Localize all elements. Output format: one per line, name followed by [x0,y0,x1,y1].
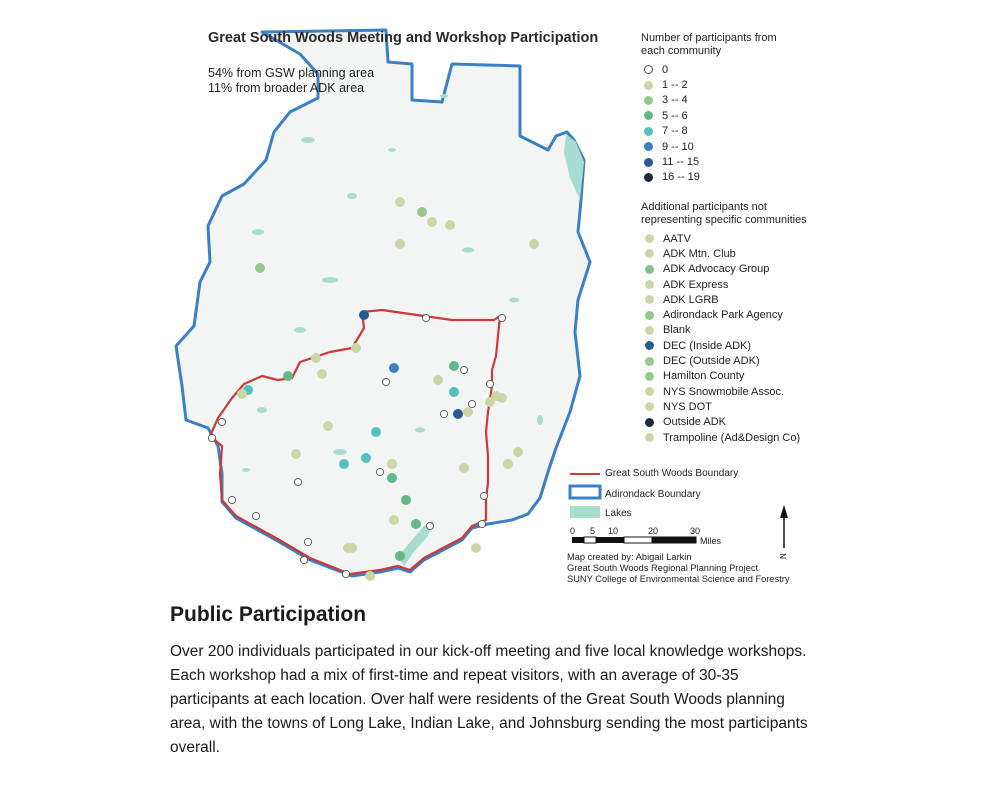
legend-class-label: 16 -- 19 [662,171,700,184]
circle-icon [645,234,654,243]
adk-boundary-swatch [570,486,600,498]
legend-org-aatv [641,231,841,246]
legend-class-label: 9 -- 10 [662,140,694,153]
community-point [294,478,301,485]
adirondack-boundary [176,30,590,576]
legend-org-label: Trampoline (Ad&Design Co) [663,431,801,444]
credit-institution: SUNY College of Environmental Science and Forestry [567,574,790,584]
scale-bar [572,537,696,543]
lake [257,407,267,413]
lake [440,94,448,98]
community-point [478,520,485,527]
community-point [347,543,357,553]
community-point [359,310,369,320]
legend-org-nys-dot [641,399,841,414]
legend-class-0 [641,62,841,77]
lake [347,193,357,199]
scale-tick-label: 30 [690,526,701,536]
participants-legend-title: Number of participants from each community [641,32,777,57]
community-point [401,495,411,505]
lake [294,327,306,333]
lakes-swatch [570,506,600,518]
legend-org-outside-adk [641,415,841,430]
circle-icon [644,81,653,90]
community-point [376,468,383,475]
legend-class-label: 1 -- 2 [662,79,688,92]
legend-org-trampoline [641,430,841,445]
circle-icon [645,249,654,258]
stat-broader-adk: 11% from broader ADK area [208,81,365,95]
circle-icon [645,387,654,396]
community-point [387,459,397,469]
legend-class-5-6 [641,108,841,123]
north-arrow [779,505,788,559]
circle-icon [645,372,654,381]
lake [333,449,347,455]
community-point [304,538,311,545]
legend-org-label: ADK Advocacy Group [663,263,770,276]
circle-icon [644,127,653,136]
community-point [311,353,321,363]
circle-icon [645,311,654,320]
community-point [485,397,495,407]
circle-icon [644,173,653,182]
community-point [255,263,265,273]
community-point [459,463,469,473]
circle-icon [644,96,653,105]
participants-legend-list [641,62,841,185]
community-point [252,512,259,519]
community-point [471,543,481,553]
community-point [486,380,493,387]
lake [509,298,519,303]
legend-class-11-15 [641,154,841,169]
community-point [449,361,459,371]
map-title: Great South Woods Meeting and Workshop Participation [208,30,599,46]
legend-org-label: AATV [663,232,691,245]
legend-class-label: 7 -- 8 [662,125,688,138]
legend-org-label: NYS DOT [663,400,712,413]
community-point [387,473,397,483]
lake [415,428,425,433]
legend-org-label: Adirondack Park Agency [663,309,783,322]
community-point [433,375,443,385]
map-credits [567,552,790,585]
legend-org-adk-mtn-club [641,246,841,261]
legend-org-label: NYS Snowmobile Assoc. [663,385,785,398]
lake [462,248,474,253]
circle-icon [644,158,653,167]
lake [242,468,250,472]
legend-org-label: ADK LGRB [663,293,719,306]
legend-org-snowmobile [641,384,841,399]
legend-org-label: ADK Express [663,278,729,291]
community-point [395,197,405,207]
legend-org-label: ADK Mtn. Club [663,247,736,260]
participants-legend [641,32,841,185]
community-point [395,239,405,249]
community-point [513,447,523,457]
legend-org-label: Blank [663,324,691,337]
community-point [497,393,507,403]
legend-class-16-19 [641,170,841,185]
legend-org-adk-lgrb [641,292,841,307]
community-point [389,515,399,525]
circle-icon [645,341,654,350]
community-point [498,314,505,321]
legend-class-label: 3 -- 4 [662,94,688,107]
community-point [453,409,463,419]
legend-class-9-10 [641,139,841,154]
legend-class-label: 5 -- 6 [662,109,688,122]
community-point [440,410,447,417]
lakes-label: Lakes [605,508,632,519]
community-point [449,387,459,397]
additional-legend-title: Additional participants not representing specific communities [641,201,807,226]
legend-org-blank [641,323,841,338]
legend-org-dec-outside [641,353,841,368]
scale-tick-label: 5 [590,526,596,536]
lake [252,229,264,235]
legend-org-apa [641,307,841,322]
additional-legend-list [641,231,841,445]
gsw-boundary-label: Great South Woods Boundary [605,468,739,479]
additional-legend [641,201,841,445]
scale-tick-label: 10 [608,526,619,536]
community-point [389,363,399,373]
community-point [503,459,513,469]
community-point [529,239,539,249]
lake [537,415,543,425]
section-title: Public Participation [170,603,367,626]
circle-icon [645,418,654,427]
community-point [480,492,487,499]
community-point [351,343,361,353]
legend-class-label: 0 [662,63,669,76]
community-point [361,453,371,463]
scale-tick-label: 0 [570,526,576,536]
community-point [371,427,381,437]
legend-org-hamilton [641,369,841,384]
scale-tick-label: 20 [648,526,659,536]
community-point [317,369,327,379]
community-point [468,400,475,407]
lake [388,148,396,152]
community-point [411,519,421,529]
legend-org-label: DEC (Outside ADK) [663,355,760,368]
lake [322,277,338,283]
community-point [460,366,467,373]
community-point [300,556,307,563]
community-point [382,378,389,385]
community-point [426,522,433,529]
community-point [218,418,225,425]
community-point [463,407,473,417]
adk-boundary-label: Adirondack Boundary [605,489,701,500]
community-point [342,570,349,577]
community-point [427,217,437,227]
legend-org-adk-advocacy [641,262,841,277]
credit-author: Map created by: Abigail Larkin [567,552,692,562]
circle-icon [645,433,654,442]
legend-org-adk-express [641,277,841,292]
community-point [323,421,333,431]
community-point [283,371,293,381]
north-label: N [779,553,788,559]
community-point [237,389,247,399]
legend-class-7-8 [641,124,841,139]
circle-icon [645,280,654,289]
legend-org-label: DEC (Inside ADK) [663,339,752,352]
legend-class-1-2 [641,77,841,92]
community-point [395,551,405,561]
community-point [228,496,235,503]
community-point [291,449,301,459]
circle-icon [644,142,653,151]
circle-icon [645,295,654,304]
credit-project: Great South Woods Regional Planning Project [567,563,759,573]
legend-org-dec-inside [641,338,841,353]
legend-org-label: Outside ADK [663,416,726,429]
scale-unit-label: Miles [700,536,722,546]
legend-class-3-4 [641,93,841,108]
circle-icon [645,402,654,411]
circle-icon [645,265,654,274]
circle-icon [645,357,654,366]
circle-icon [644,111,653,120]
community-point [365,571,375,581]
stat-gsw-planning: 54% from GSW planning area [208,66,375,80]
community-point [422,314,429,321]
circle-icon [645,326,654,335]
community-point [208,434,215,441]
lake [301,137,315,143]
community-point [417,207,427,217]
legend-org-label: Hamilton County [663,370,745,383]
circle-icon [644,65,653,74]
community-point [445,220,455,230]
community-point [339,459,349,469]
legend-class-label: 11 -- 15 [662,156,700,169]
section-body: Over 200 individuals participated in our kick-off meeting and five local knowledge workshops. Each workshop had a mix of first-time and repeat visitors, with an average of 30-35 participants at each location. Over half were residents of the Great South Woods planning area, with the towns of Long Lake, Indian Lake, and Johnsburg sending the most participants overall. [170,643,808,756]
